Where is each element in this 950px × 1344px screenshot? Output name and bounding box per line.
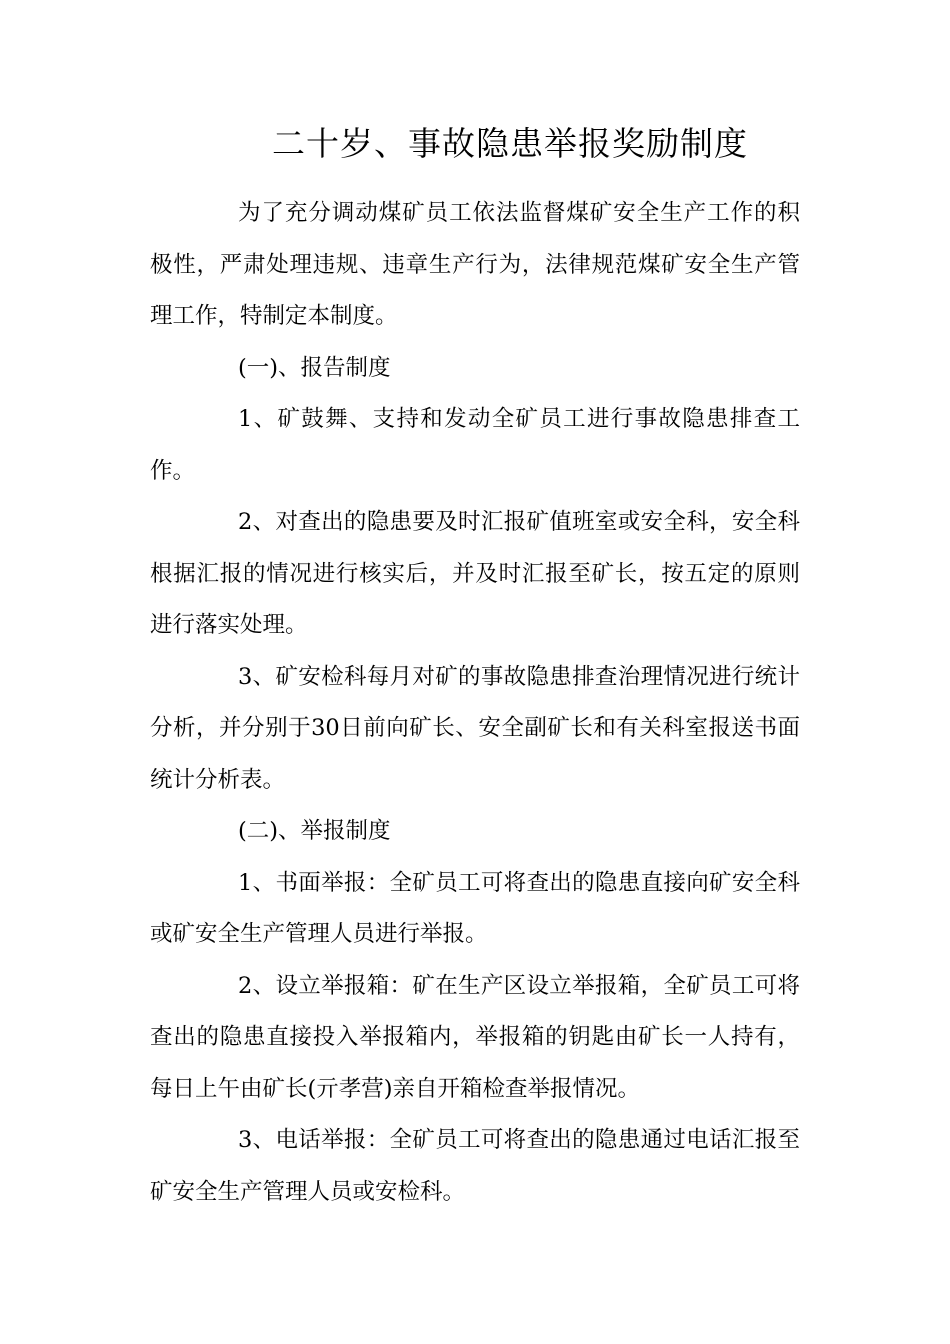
- paragraph-report-2: 2、对查出的隐患要及时汇报矿值班室或安全科，安全科根据汇报的情况进行核实后，并及时汇报至矿长，按五定的原则进行落实处理。: [150, 509, 800, 638]
- paragraph-report-3: 3、矿安检科每月对矿的事故隐患排查治理情况进行统计分析，并分别于30日前向矿长、安全副矿长和有关科室报送书面统计分析表。: [150, 663, 800, 793]
- section-heading-report: (一)、报告制度: [238, 354, 391, 381]
- document-title: 二十岁、事故隐患举报奖励制度: [272, 124, 748, 163]
- paragraph-tipoff-2: 2、设立举报箱：矿在生产区设立举报箱，全矿员工可将查出的隐患直接投入举报箱内，举报箱的钥匙由矿长一人持有，每日上午由矿长(亓孝营)亲自开箱检查举报情况。: [150, 972, 800, 1102]
- paragraph-intro: 为了充分调动煤矿员工依法监督煤矿安全生产工作的积极性，严肃处理违规、违章生产行为，法律规范煤矿安全生产管理工作，特制定本制度。: [150, 200, 800, 329]
- document-body: [150, 188, 800, 1218]
- paragraph-tipoff-1: 1、书面举报：全矿员工可将查出的隐患直接向矿安全科或矿安全生产管理人员进行举报。: [150, 869, 800, 947]
- section-heading-tipoff: (二)、举报制度: [238, 818, 391, 844]
- paragraph-report-1: 1、矿鼓舞、支持和发动全矿员工进行事故隐患排查工作。: [150, 406, 800, 484]
- paragraph-tipoff-3: 3、电话举报：全矿员工可将查出的隐患通过电话汇报至矿安全生产管理人员或安检科。: [150, 1127, 800, 1205]
